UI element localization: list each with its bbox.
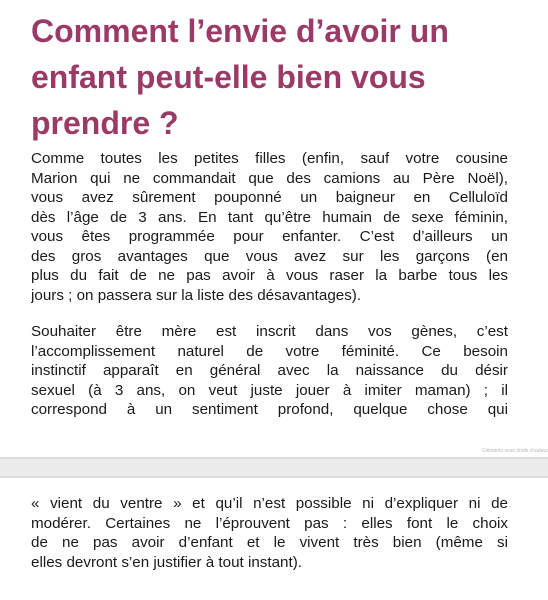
text-line: jours ; on passera sur la liste des désavantages). <box>31 286 362 304</box>
text-line: correspond à un sentiment profond, quelque chose qui <box>31 401 508 418</box>
text-line: sexuel (à 3 ans, on veut juste jouer à imiter maman) ; il <box>31 381 508 399</box>
paragraph-3 <box>31 494 508 572</box>
text-line: Comme toutes les petites filles (enfin, sauf votre cousine <box>31 150 508 167</box>
text-line: vous avez sûrement pouponné un baigneur en Celluloïd <box>31 189 508 206</box>
separator-edge-top <box>0 457 548 459</box>
text-line: l’accomplissement naturel de votre féminité. Ce besoin <box>31 342 508 360</box>
title-line: Comment l’envie d’avoir un <box>31 13 449 49</box>
page-bottom <box>0 478 548 600</box>
text-line: plus du fait de ne pas avoir à vous raser la barbe tous les <box>31 267 508 284</box>
text-line: Marion qui ne commandait que des camions au Père Noël), <box>31 169 508 187</box>
text-line: Souhaiter être mère est inscrit dans vos gènes, c’est <box>31 323 508 340</box>
text-line: modérer. Certaines ne l’éprouvent pas : elles font le choix <box>31 514 508 532</box>
page-separator <box>0 457 548 478</box>
paragraph-2 <box>31 322 508 420</box>
text-line: de ne pas avoir d’enfant et le vivent très bien (même si <box>31 534 508 551</box>
text-line: « vient du ventre » et qu’il n’est possible ni d’expliquer ni de <box>31 495 508 512</box>
paragraph-1 <box>31 149 508 305</box>
text-line: dès l’âge de 3 ans. En tant qu’être humain de sexe féminin, <box>31 208 508 226</box>
text-line: des gros avantages que vous avez sur les garçons (en <box>31 247 508 265</box>
copyright-watermark: Éléments sous droits d’auteur <box>482 448 548 454</box>
title-line: prendre ? <box>31 105 179 141</box>
page-title <box>31 8 531 146</box>
title-line: enfant peut-elle bien vous <box>31 59 426 95</box>
text-line: vous êtes programmée pour enfanter. C’est d’ailleurs un <box>31 228 508 245</box>
text-line: elles devront s’en justifier à tout instant). <box>31 553 302 571</box>
text-line: instinctif apparaît en général avec la naissance du désir <box>31 362 508 379</box>
